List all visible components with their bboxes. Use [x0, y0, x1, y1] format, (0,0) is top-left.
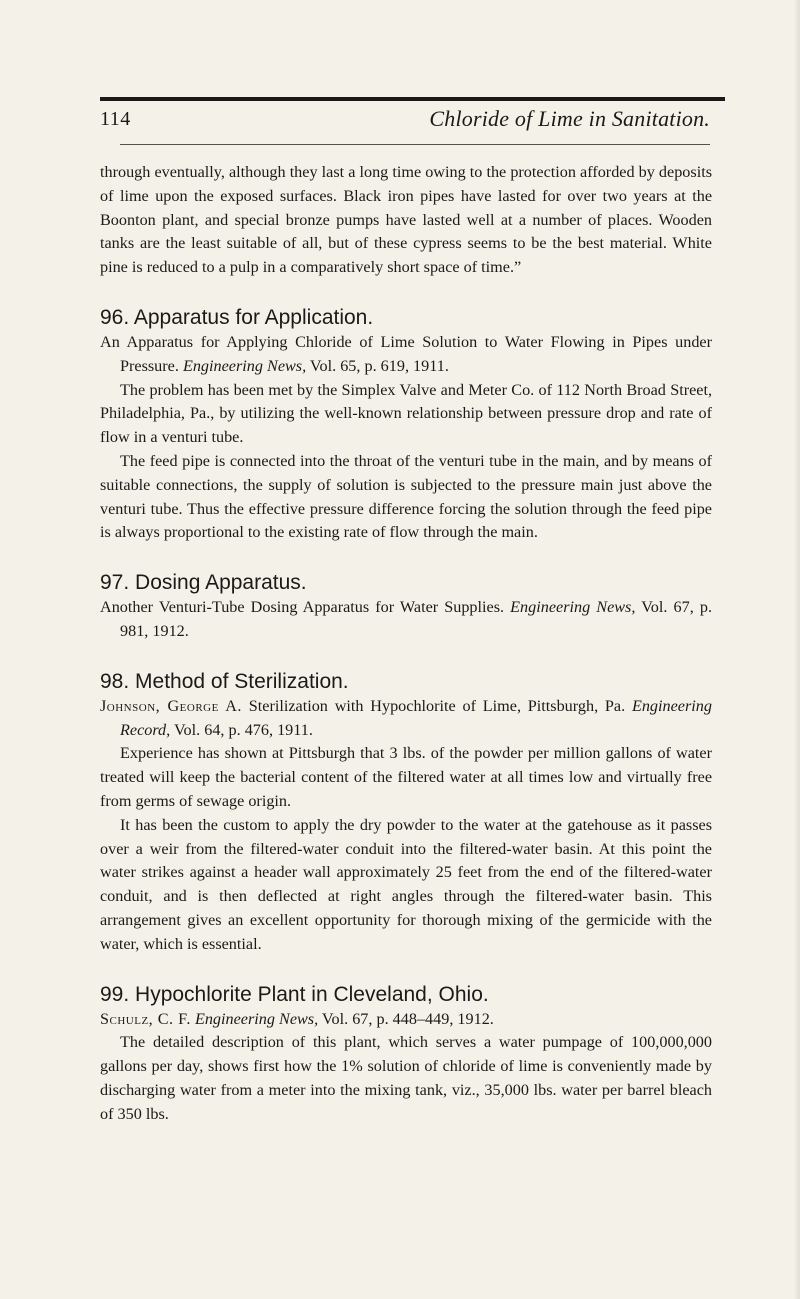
header-rule — [120, 144, 710, 145]
page-edge-shadow — [794, 0, 800, 1299]
citation-journal: Engineering News, — [510, 598, 636, 617]
top-rule — [100, 97, 725, 101]
citation-author: Schulz, C. F. — [100, 1009, 191, 1028]
section-97-citation — [100, 596, 712, 644]
running-title: Chloride of Lime in Sanitation. — [429, 106, 710, 131]
citation-journal: Engineering News, — [194, 1009, 319, 1028]
section-99-paragraph-1: The detailed description of this plant, which serves a water pumpage of 100,000,000 gallons per day, shows first how the 1% solution of chloride of lime is conveniently made by discharging water from a meter into the mixing tank, viz., 35,000 lbs. water per barrel bleach of 350 lbs. — [100, 1033, 712, 1123]
section-96-paragraph-2: The feed pipe is connected into the throat of the venturi tube in the main, and by means of suitable connections, the supply of solution is subjected to the pressure main just above the venturi tube. Thus the effective pressure difference forcing the solution through the feed pipe is always proportional to the existing rate of flow through the main. — [100, 451, 712, 542]
citation-author: Johnson, George A. — [100, 696, 242, 715]
intro-paragraph: through eventually, although they last a long time owing to the protection afforded by deposits of lime upon the exposed surfaces. Black iron pipes have lasted for over two years at the Boonton plant, and special bronze pumps have lasted well at a number of places. Wooden tanks are the least suitable of all, but of these cypress seems to be the best material. White pine is reduced to a pulp in a comparatively short space of time.” — [100, 163, 712, 277]
section-96-heading: 96. Apparatus for Application. — [100, 305, 374, 329]
section-98-paragraph-1: Experience has shown at Pittsburgh that 3 lbs. of the powder per million gallons of water treated will keep the bacterial content of the filtered water at all times low and virtually free from germs of sewage origin. — [100, 744, 712, 810]
citation-journal: Engineering Record, — [120, 696, 712, 739]
citation-volume: Vol. 67, p. 981, 1912. — [120, 598, 712, 640]
section-98-paragraph-2: It has been the custom to apply the dry powder to the water at the gatehouse as it passes over a weir from the filtered-water conduit into the filtered-water basin. At this point the water strikes against a header wall approximately 25 feet from the end of the filtered-water conduit, and is then deflected at right angles through the filtered-water basin. This arrangement gives an excellent opportunity for thorough mixing of the germicide with the water, which is essential. — [100, 815, 712, 953]
section-98-citation — [100, 695, 712, 743]
section-99-heading: 99. Hypochlorite Plant in Cleveland, Ohio. — [100, 982, 489, 1006]
citation-volume: Vol. 67, p. 448–449, 1912. — [318, 1009, 494, 1028]
citation-volume: Vol. 65, p. 619, 1911. — [306, 356, 449, 375]
citation-title: Sterilization with Hypochlorite of Lime, Pittsburgh, Pa. — [241, 696, 632, 715]
section-97-heading: 97. Dosing Apparatus. — [100, 571, 307, 595]
citation-volume: Vol. 64, p. 476, 1911. — [170, 720, 313, 739]
citation-title: An Apparatus for Applying Chloride of Lime Solution to Water Flowing in Pipes under Pressure. — [100, 332, 712, 375]
section-96-paragraph-1: The problem has been met by the Simplex Valve and Meter Co. of 112 North Broad Street, Philadelphia, Pa., by utilizing the well-known relationship between pressure drop and rate of flow in a venturi tube. — [100, 380, 712, 447]
page-header — [100, 104, 710, 140]
section-96-citation — [100, 331, 712, 379]
section-98-heading: 98. Method of Sterilization. — [100, 669, 349, 693]
citation-title: Another Venturi-Tube Dosing Apparatus for Water Supplies. — [100, 598, 511, 617]
citation-journal: Engineering News, — [182, 356, 307, 375]
page-body — [100, 161, 712, 1127]
section-99-citation — [100, 1008, 712, 1032]
page-number: 114 — [100, 108, 131, 130]
